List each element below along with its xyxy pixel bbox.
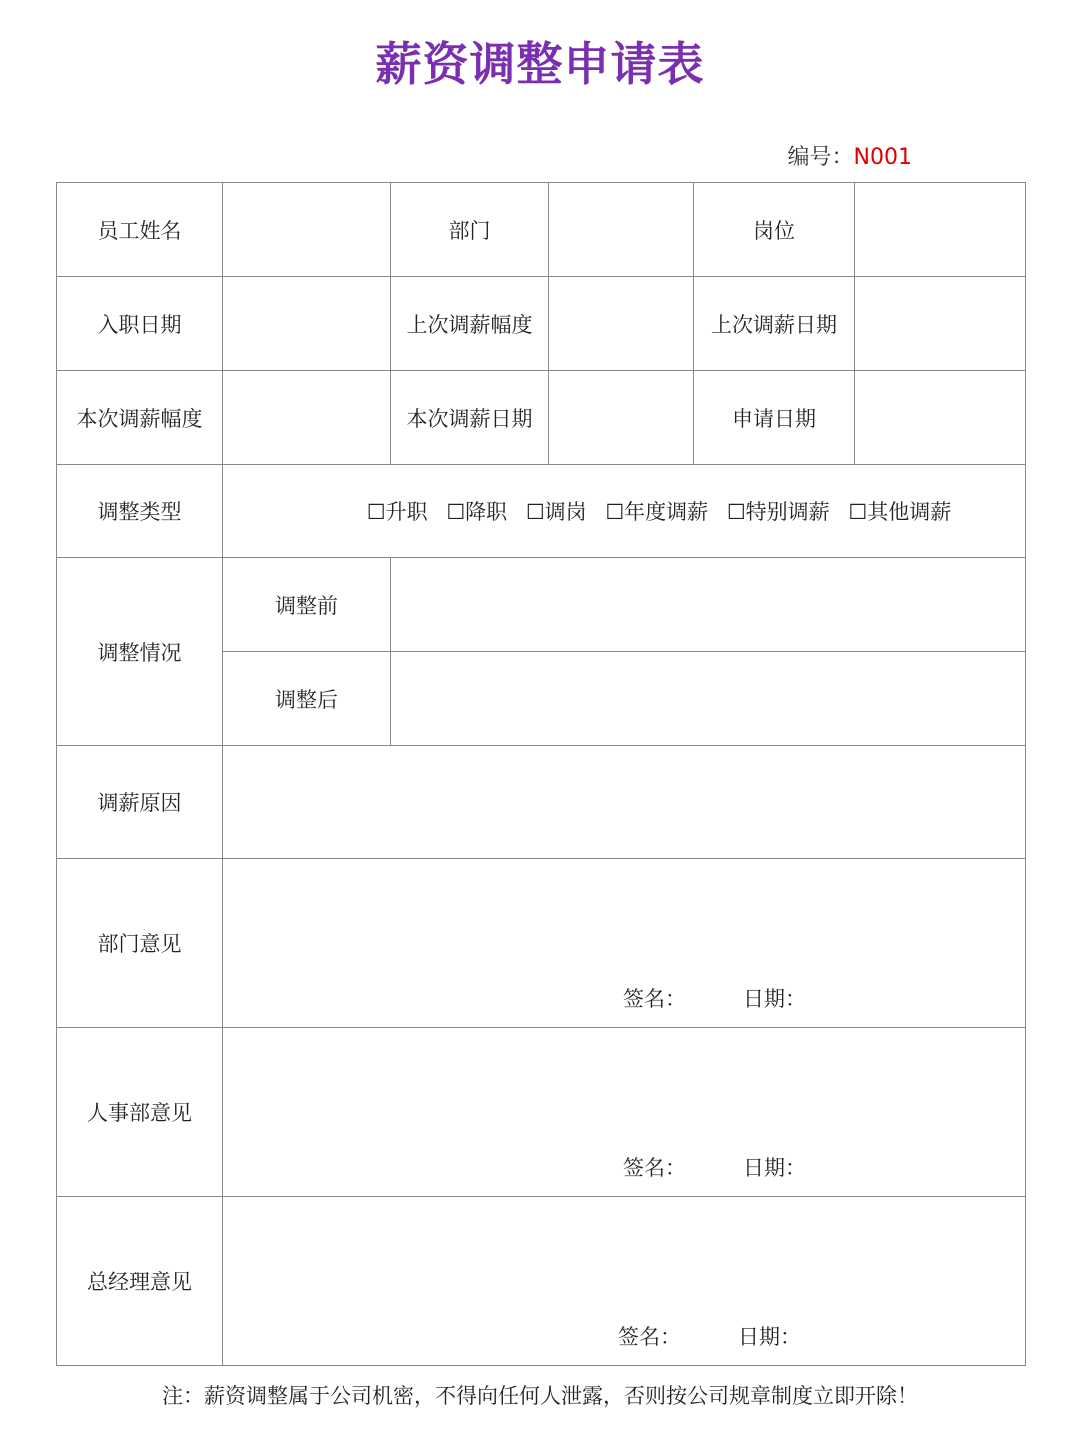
label-position: 岗位 bbox=[694, 183, 855, 277]
dept-date-label: 日期： bbox=[743, 987, 806, 1011]
label-department: 部门 bbox=[391, 183, 549, 277]
option-special-checkbox[interactable]: ☐特别调薪 bbox=[726, 500, 830, 524]
field-this-date[interactable] bbox=[549, 371, 694, 465]
field-hr-opinion[interactable] bbox=[223, 1028, 1026, 1197]
label-this-range: 本次调薪幅度 bbox=[57, 371, 223, 465]
salary-form-table bbox=[56, 182, 1026, 1366]
footer-note: 注：薪资调整属于公司机密，不得向任何人泄露，否则按公司规章制度立即开除！ bbox=[162, 1384, 918, 1408]
field-dept-opinion[interactable] bbox=[223, 859, 1026, 1028]
gm-sign-label: 签名： bbox=[618, 1325, 681, 1349]
label-adjust-status: 调整情况 bbox=[57, 558, 223, 746]
serial-label: 编号： bbox=[787, 145, 854, 170]
field-employee-name[interactable] bbox=[223, 183, 391, 277]
adjust-type-options bbox=[223, 465, 1026, 558]
label-gm-opinion: 总经理意见 bbox=[57, 1197, 223, 1366]
field-after[interactable] bbox=[391, 652, 1026, 746]
label-last-range: 上次调薪幅度 bbox=[391, 277, 549, 371]
field-last-date[interactable] bbox=[855, 277, 1026, 371]
hr-sign-label: 签名： bbox=[623, 1156, 686, 1180]
label-before: 调整前 bbox=[223, 558, 391, 652]
label-reason: 调薪原因 bbox=[57, 746, 223, 859]
field-hire-date[interactable] bbox=[223, 277, 391, 371]
label-hr-opinion: 人事部意见 bbox=[57, 1028, 223, 1197]
dept-sign-label: 签名： bbox=[623, 987, 686, 1011]
field-before[interactable] bbox=[391, 558, 1026, 652]
serial-value: N001 bbox=[853, 145, 912, 170]
option-demotion-checkbox[interactable]: ☐降职 bbox=[446, 500, 508, 524]
option-transfer-checkbox[interactable]: ☐调岗 bbox=[525, 500, 587, 524]
label-adjust-type: 调整类型 bbox=[57, 465, 223, 558]
field-last-range[interactable] bbox=[549, 277, 694, 371]
gm-date-label: 日期： bbox=[738, 1325, 801, 1349]
field-apply-date[interactable] bbox=[855, 371, 1026, 465]
page-title: 薪资调整申请表 bbox=[375, 37, 705, 91]
field-position[interactable] bbox=[855, 183, 1026, 277]
label-hire-date: 入职日期 bbox=[57, 277, 223, 371]
field-this-range[interactable] bbox=[223, 371, 391, 465]
label-employee-name: 员工姓名 bbox=[57, 183, 223, 277]
label-apply-date: 申请日期 bbox=[694, 371, 855, 465]
option-annual-checkbox[interactable]: ☐年度调薪 bbox=[605, 500, 709, 524]
label-after: 调整后 bbox=[223, 652, 391, 746]
hr-date-label: 日期： bbox=[743, 1156, 806, 1180]
field-gm-opinion[interactable] bbox=[223, 1197, 1026, 1366]
label-dept-opinion: 部门意见 bbox=[57, 859, 223, 1028]
label-this-date: 本次调薪日期 bbox=[391, 371, 549, 465]
option-other-checkbox[interactable]: ☐其他调薪 bbox=[848, 500, 952, 524]
option-promotion-checkbox[interactable]: ☐升职 bbox=[366, 500, 428, 524]
serial-number bbox=[788, 140, 912, 171]
field-department[interactable] bbox=[549, 183, 694, 277]
field-reason[interactable] bbox=[223, 746, 1026, 859]
label-last-date: 上次调薪日期 bbox=[694, 277, 855, 371]
